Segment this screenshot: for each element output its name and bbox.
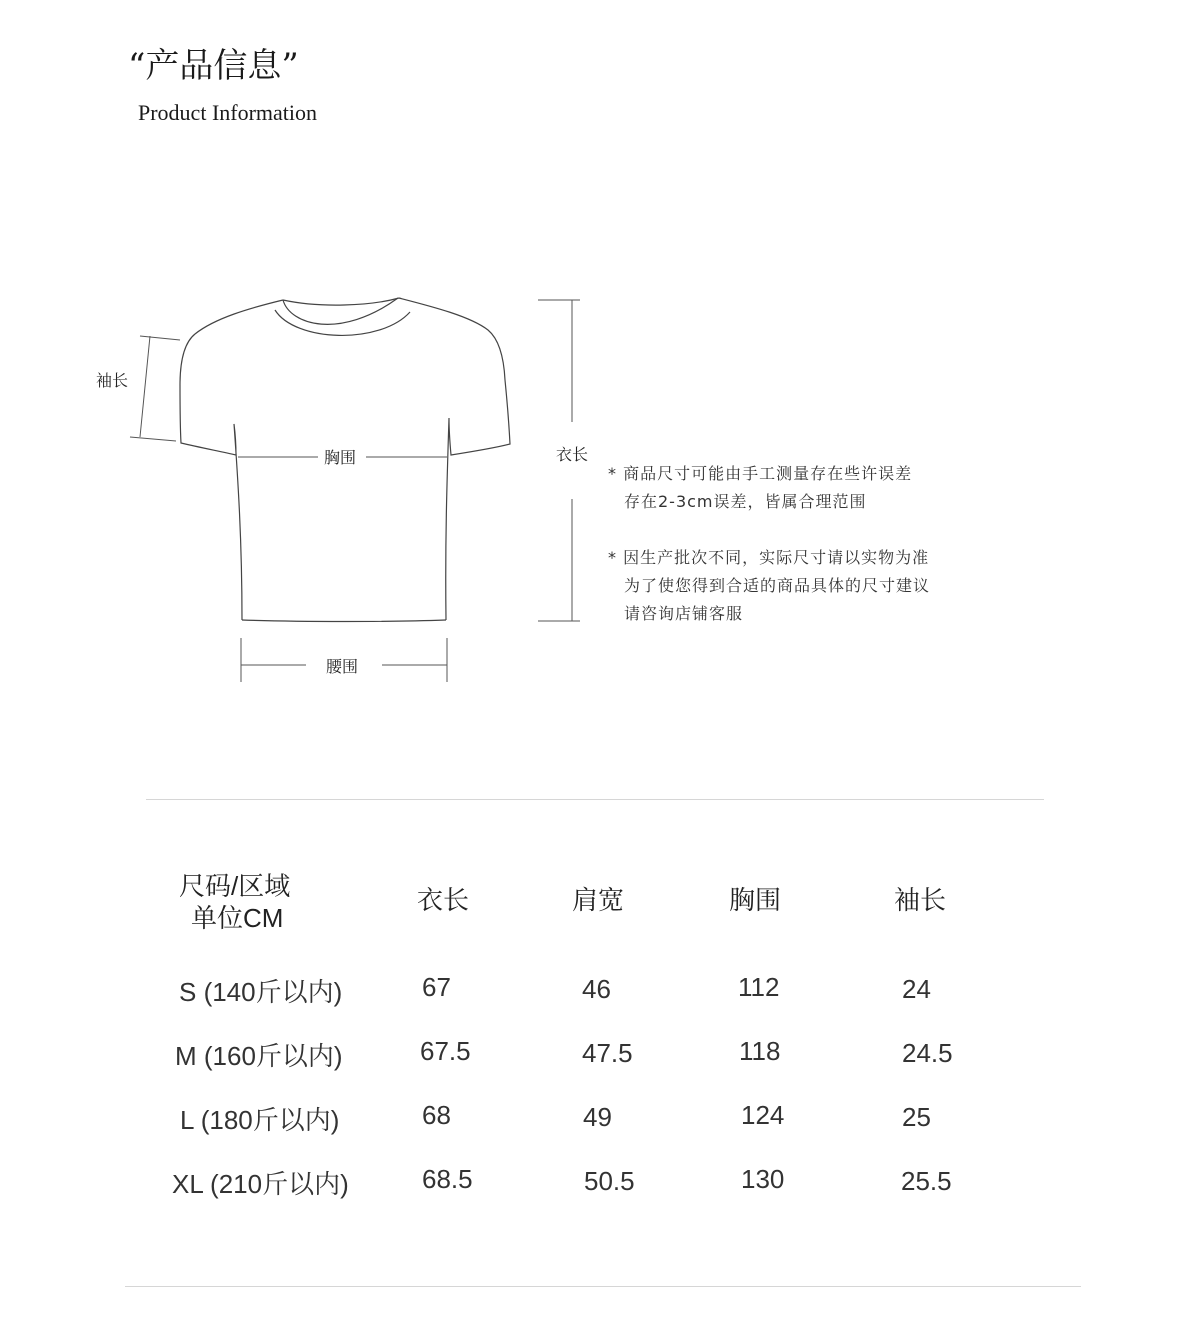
size-notes — [608, 460, 930, 656]
table-cell-shoulder: 49 — [583, 1102, 612, 1132]
header-size-line2: 单位CM — [191, 903, 284, 933]
garment-length-label: 衣长 — [556, 445, 589, 464]
bottom-divider — [125, 1286, 1081, 1287]
header-shoulder: 肩宽 — [572, 885, 625, 915]
table-row-size: S (140斤以内) — [179, 977, 343, 1007]
table-cell-length: 67.5 — [420, 1036, 471, 1066]
table-cell-shoulder: 46 — [582, 974, 611, 1004]
table-cell-sleeve: 25.5 — [901, 1166, 952, 1196]
note-measurement-error — [608, 460, 930, 516]
top-divider — [146, 799, 1044, 800]
note-line: 请咨询店铺客服 — [624, 604, 744, 623]
table-cell-shoulder: 47.5 — [582, 1038, 633, 1068]
table-cell-chest: 112 — [738, 972, 780, 1002]
table-cell-chest: 130 — [741, 1164, 785, 1194]
table-row-size: L (180斤以内) — [180, 1105, 340, 1135]
header-length: 衣长 — [417, 885, 470, 915]
table-cell-sleeve: 25 — [902, 1102, 931, 1132]
table-cell-chest: 124 — [741, 1100, 785, 1130]
measurement-lines — [130, 300, 580, 682]
header-chest: 胸围 — [729, 885, 782, 915]
note-batch-variation — [608, 544, 930, 628]
size-table — [145, 860, 1045, 1220]
table-row-size: M (160斤以内) — [175, 1041, 343, 1071]
table-cell-sleeve: 24 — [902, 974, 931, 1004]
sleeve-length-label: 袖长 — [96, 371, 129, 390]
waist-label: 腰围 — [326, 657, 359, 676]
note-line: * 因生产批次不同，实际尺寸请以实物为准 — [608, 548, 930, 567]
table-row-size: XL (210斤以内) — [172, 1169, 349, 1199]
table-cell-length: 68 — [422, 1100, 451, 1130]
header-sleeve: 袖长 — [894, 885, 947, 915]
table-cell-length: 68.5 — [422, 1164, 473, 1194]
table-cell-sleeve: 24.5 — [902, 1038, 953, 1068]
table-cell-length: 67 — [422, 972, 451, 1002]
table-cell-shoulder: 50.5 — [584, 1166, 635, 1196]
note-line: 为了使您得到合适的商品具体的尺寸建议 — [624, 576, 931, 595]
page-title: “产品信息” — [128, 46, 299, 86]
note-line: 存在2-3cm误差，皆属合理范围 — [624, 492, 867, 511]
note-line: * 商品尺寸可能由手工测量存在些许误差 — [608, 464, 913, 483]
header-size-line1: 尺码/区域 — [179, 871, 291, 901]
tshirt-measurement-diagram — [0, 280, 1200, 700]
chest-label: 胸围 — [324, 448, 357, 467]
table-cell-chest: 118 — [739, 1036, 781, 1066]
page-subtitle: Product Information — [138, 100, 318, 125]
